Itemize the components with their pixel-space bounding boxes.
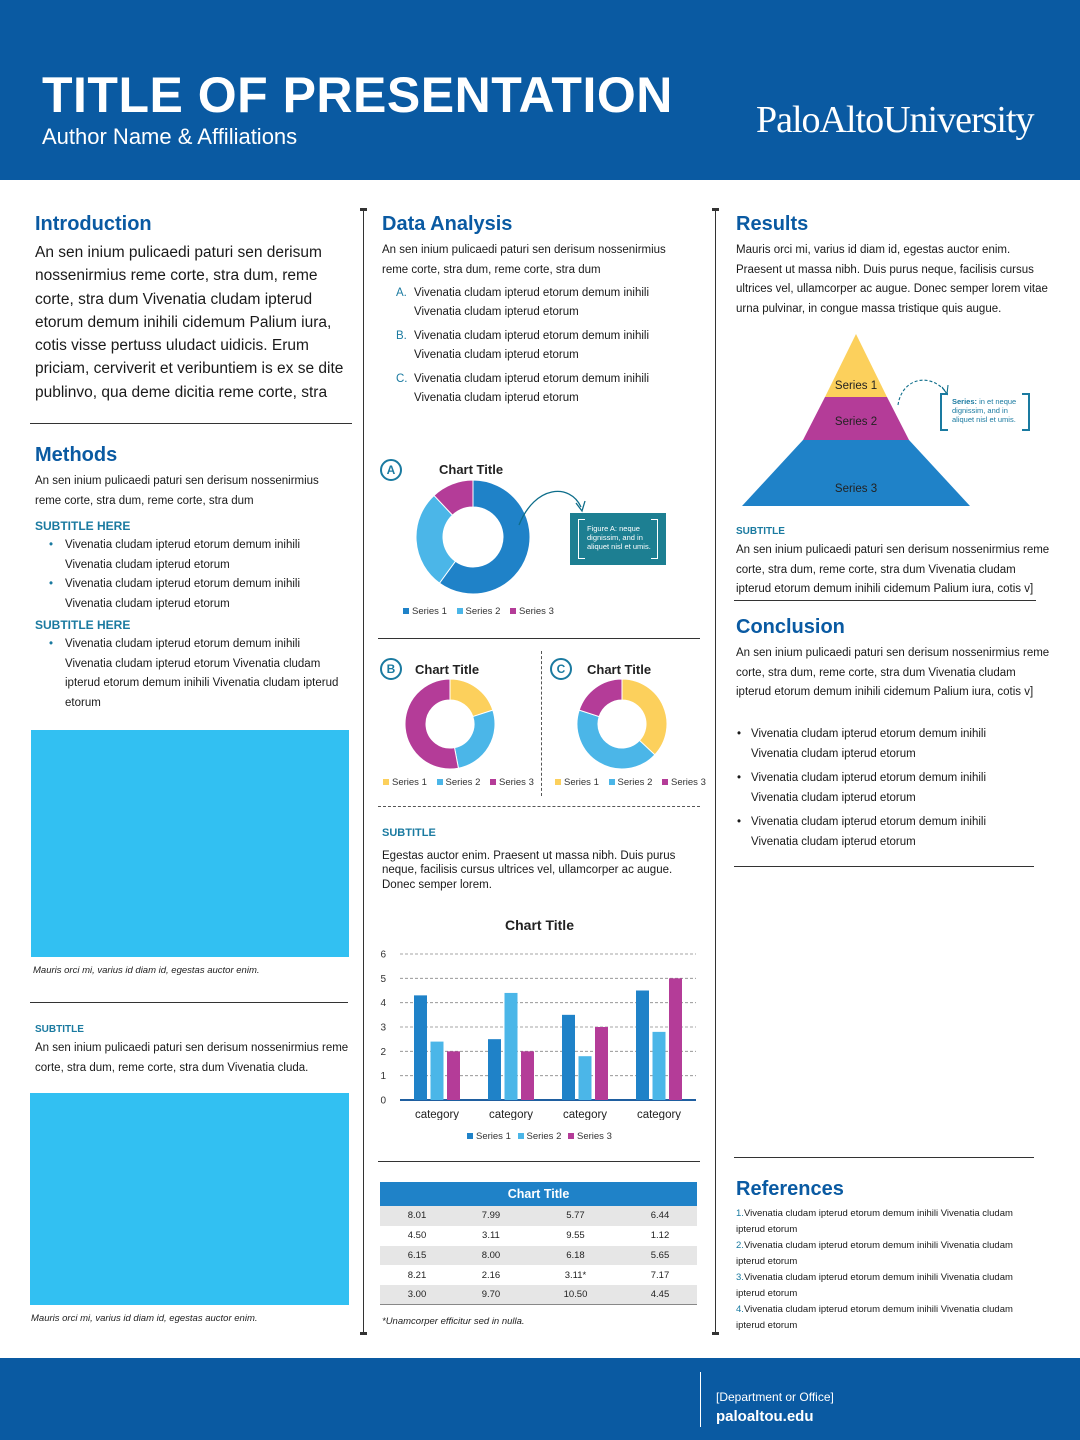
bracket-left xyxy=(578,519,585,559)
bar-series-1-4 xyxy=(636,991,649,1101)
reference-text: Vivenatia cludam ipterud etorum demum inihili Vivenatia cludam ipterud etorum xyxy=(736,1304,1013,1331)
table-cell: 3.11* xyxy=(564,1269,587,1281)
table-cell: 4.45 xyxy=(650,1289,670,1301)
results-heading: Results xyxy=(736,213,809,235)
table-cell: 6.15 xyxy=(407,1249,427,1261)
table-cell: 8.21 xyxy=(407,1269,427,1281)
table-row xyxy=(380,1285,697,1305)
results-subtitle: SUBTITLE xyxy=(736,526,785,537)
chart-c-title: Chart Title xyxy=(587,662,652,677)
methods-bullets-1 xyxy=(35,536,350,614)
pyramid-callout xyxy=(952,397,1024,424)
legend-label: Series 3 xyxy=(519,606,554,617)
table-cell: 3.11 xyxy=(482,1230,500,1242)
methods-heading: Methods xyxy=(35,444,118,466)
conclusion-heading: Conclusion xyxy=(736,616,845,638)
x-category-label: category xyxy=(562,1109,608,1120)
chart-b-legend xyxy=(383,777,541,788)
legend-label: Series 2 xyxy=(465,606,501,617)
list-item: • Vivenatia cludam ipterud etorum demum inihili Vivenatia cludam ipterud etorum xyxy=(735,769,1015,808)
divider xyxy=(378,1161,700,1162)
legend-label: Series 1 xyxy=(476,1131,511,1142)
conclusion-bullets xyxy=(735,725,1015,857)
list-item xyxy=(382,284,682,322)
x-category-label: category xyxy=(636,1109,682,1120)
list-letter: A. xyxy=(396,287,407,299)
list-item: • Vivenatia cludam ipterud etorum demum inihili Vivenatia cludam ipterud etorum Vivenatia cludam ipterud etorum demum inihili Vivenatia cludam ipterud etorum xyxy=(35,635,350,713)
table-cell: 8.00 xyxy=(481,1249,501,1261)
chart-a-title: Chart Title xyxy=(439,462,504,477)
table-cell: 9.70 xyxy=(481,1289,501,1301)
analysis-subtitle: SUBTITLE xyxy=(382,827,436,839)
table-row xyxy=(380,1265,697,1285)
donut-slice-3 xyxy=(405,679,458,769)
list-item xyxy=(382,327,682,365)
bar-series-1-2 xyxy=(488,1039,501,1100)
x-category-label: category xyxy=(414,1109,460,1120)
list-item: • Vivenatia cludam ipterud etorum demum inihili Vivenatia cludam ipterud etorum xyxy=(735,813,1015,852)
column-divider-2 xyxy=(715,210,716,1335)
y-tick-label: 2 xyxy=(380,1046,386,1058)
footer-department: [Department or Office] xyxy=(716,1390,834,1404)
list-item: • Vivenatia cludam ipterud etorum demum inihili Vivenatia cludam ipterud etorum xyxy=(35,575,350,614)
table-cell: 4.50 xyxy=(407,1230,427,1242)
image-placeholder-1 xyxy=(31,730,349,957)
y-tick-label: 6 xyxy=(380,949,386,961)
chart-label-a: A xyxy=(380,459,402,481)
donut-chart-a xyxy=(416,480,530,594)
poster-authors: Author Name & Affiliations xyxy=(42,124,298,149)
table-row xyxy=(380,1246,697,1266)
table-cell: 6.44 xyxy=(650,1210,670,1222)
bar-series-2-3 xyxy=(579,1056,592,1100)
list-text: Vivenatia cludam ipterud etorum demum inihili Vivenatia cludam ipterud etorum xyxy=(414,287,650,318)
footer-divider xyxy=(700,1372,701,1427)
intro-body: An sen inium pulicaedi paturi sen derisum nossenirmius reme corte, stra dum, reme corte, stra dum Vivenatia cludam ipterud etorum demum inihili cidemum Palium iura, cotis visse pertuss uludact uidicis. Erum priciam, cerviverit et veribuntiem is ex se dite publinvo, qua deme dicitia reme corte, stra xyxy=(35,244,344,401)
image-caption-1: Mauris orci mi, varius id diam id, egestas auctor enim. xyxy=(33,965,260,976)
figure-a-note-box xyxy=(570,513,666,565)
divider xyxy=(734,866,1034,867)
bar-chart-d xyxy=(370,940,700,1120)
reference-number: 1. xyxy=(736,1208,744,1219)
reference-text: Vivenatia cludam ipterud etorum demum inihili Vivenatia cludam ipterud etorum xyxy=(736,1208,1013,1235)
callout-bold: Series: xyxy=(952,397,978,406)
list-text: Vivenatia cludam ipterud etorum demum inihili Vivenatia cludam ipterud etorum xyxy=(414,330,650,361)
reference-item xyxy=(736,1302,1036,1334)
donut-slice-2 xyxy=(454,710,495,768)
legend-label: Series 2 xyxy=(617,777,653,788)
donut-slice-3 xyxy=(579,679,622,717)
list-item xyxy=(382,370,682,408)
table-cell: 9.55 xyxy=(566,1230,585,1242)
y-tick-label: 0 xyxy=(380,1095,386,1107)
donut-slice-1 xyxy=(622,679,667,755)
divider-cap xyxy=(712,1332,719,1335)
column-divider-1 xyxy=(363,210,364,1335)
x-category-label: category xyxy=(488,1109,534,1120)
list-letter: B. xyxy=(396,330,407,342)
bar-series-3-2 xyxy=(521,1051,534,1100)
y-tick-label: 1 xyxy=(380,1071,386,1083)
reference-number: 3. xyxy=(736,1272,744,1283)
table-note: *Unamcorper efficitur sed in nulla. xyxy=(382,1316,525,1327)
pyramid-label-2: Series 2 xyxy=(834,416,878,428)
table-cell: 10.50 xyxy=(563,1289,588,1301)
list-item: • Vivenatia cludam ipterud etorum demum inihili Vivenatia cludam ipterud etorum xyxy=(35,536,350,575)
reference-number: 4. xyxy=(736,1304,744,1315)
results-body: Mauris orci mi, varius id diam id, egestas auctor enim. Praesent ut massa nibh. Duis purus neque, facilisis cursus ultrices vel, ullamcorper ac augue. Donec semper lorem vitae urna pulvinar, in congue massa tristique quis augue. xyxy=(736,244,1048,315)
poster-title: TITLE OF PRESENTATION xyxy=(42,67,673,123)
university-logo: PaloAltoUniversity xyxy=(756,99,1034,141)
bar-series-1-3 xyxy=(562,1015,575,1100)
legend-label: Series 3 xyxy=(671,777,706,788)
footer-banner xyxy=(0,1358,1080,1440)
chart-label-b: B xyxy=(380,658,402,680)
reference-text: Vivenatia cludam ipterud etorum demum inihili Vivenatia cludam ipterud etorum xyxy=(736,1272,1013,1299)
figure-a-note: Figure A: neque dignissim, and in aliquet nisl et umis. xyxy=(587,524,651,551)
bar-series-2-2 xyxy=(505,993,518,1100)
chart-d-legend xyxy=(467,1131,619,1142)
reference-item xyxy=(736,1238,1036,1270)
chart-d-title: Chart Title xyxy=(505,917,574,933)
bracket-left xyxy=(940,393,948,431)
methods-body: An sen inium pulicaedi paturi sen derisum nossenirmius reme corte, stra dum, reme corte, stra dum xyxy=(35,475,319,507)
references-heading: References xyxy=(736,1178,844,1200)
bar-series-2-4 xyxy=(653,1032,666,1100)
dashed-divider xyxy=(378,806,700,807)
conclusion-body: An sen inium pulicaedi paturi sen derisum nossenirmius reme corte, stra dum, reme corte, stra dum Vivenatia cludam ipterud etorum demum inihili cidemum Palium iura, cotis v] xyxy=(736,647,1050,698)
divider xyxy=(734,600,1036,601)
legend-label: Series 2 xyxy=(526,1131,562,1142)
y-tick-label: 5 xyxy=(380,973,386,985)
reference-text: Vivenatia cludam ipterud etorum demum inihili Vivenatia cludam ipterud etorum xyxy=(736,1240,1013,1267)
table-cell: 5.77 xyxy=(566,1210,585,1222)
analysis-list xyxy=(382,284,682,413)
chart-c-legend xyxy=(555,777,713,788)
methods-subtitle-2: SUBTITLE HERE xyxy=(35,618,131,632)
table-cell: 5.65 xyxy=(650,1249,670,1261)
list-text: Vivenatia cludam ipterud etorum demum inihili Vivenatia cludam ipterud etorum xyxy=(414,373,650,404)
reference-number: 2. xyxy=(736,1240,744,1251)
pyramid-chart xyxy=(740,332,972,508)
image-caption-2: Mauris orci mi, varius id diam id, egestas auctor enim. xyxy=(31,1313,258,1324)
chart-a-legend xyxy=(403,606,561,617)
chart-label-c: C xyxy=(550,658,572,680)
divider-cap xyxy=(712,208,719,211)
results-sub-body: An sen inium pulicaedi paturi sen derisum nossenirmius reme corte, stra dum, reme corte, stra dum Vivenatia cludam ipterud etorum demum inihili cidemum Palium iura, cotis v] xyxy=(736,544,1050,595)
legend-label: Series 1 xyxy=(392,777,427,788)
legend-label: Series 1 xyxy=(412,606,447,617)
reference-item xyxy=(736,1206,1036,1238)
data-table xyxy=(380,1206,697,1305)
table-cell: 8.01 xyxy=(407,1210,427,1222)
divider-cap xyxy=(360,208,367,211)
bar-series-2-1 xyxy=(431,1042,444,1100)
methods-bullets-2 xyxy=(35,635,350,713)
y-tick-label: 4 xyxy=(380,998,386,1010)
divider xyxy=(30,1002,348,1003)
bar-series-1-1 xyxy=(414,995,427,1100)
legend-label: Series 2 xyxy=(445,777,481,788)
methods-body-2: An sen inium pulicaedi paturi sen derisum nossenirmius reme corte, stra dum, reme corte, stra dum Vivenatia cluda. xyxy=(35,1042,349,1074)
table-cell: 2.16 xyxy=(481,1269,501,1281)
pyramid-label-1: Series 1 xyxy=(834,380,878,392)
references-list xyxy=(736,1206,1036,1334)
divider xyxy=(734,1157,1034,1158)
donut-chart-c xyxy=(577,679,667,769)
analysis-body: An sen inium pulicaedi paturi sen derisum nossenirmius reme corte, stra dum, reme corte, stra dum xyxy=(382,244,666,276)
divider xyxy=(30,423,352,424)
pyramid-label-3: Series 3 xyxy=(834,483,878,495)
footer-website[interactable]: paloaltou.edu xyxy=(716,1408,814,1425)
dashed-divider xyxy=(541,651,542,796)
donut-slice-1 xyxy=(450,679,493,717)
image-placeholder-2 xyxy=(30,1093,349,1305)
chart-b-title: Chart Title xyxy=(415,662,480,677)
table-cell: 1.12 xyxy=(650,1230,670,1242)
table-row xyxy=(380,1206,697,1226)
list-item: • Vivenatia cludam ipterud etorum demum inihili Vivenatia cludam ipterud etorum xyxy=(735,725,1015,764)
table-row xyxy=(380,1226,697,1246)
methods-subtitle-3: SUBTITLE xyxy=(35,1024,84,1035)
y-tick-label: 3 xyxy=(380,1022,386,1034)
divider-cap xyxy=(360,1332,367,1335)
table-cell: 3.00 xyxy=(407,1289,427,1301)
pyramid-tier-3 xyxy=(742,440,970,506)
legend-label: Series 3 xyxy=(577,1131,612,1142)
bar-series-3-1 xyxy=(447,1051,460,1100)
reference-item xyxy=(736,1270,1036,1302)
methods-subtitle-1: SUBTITLE HERE xyxy=(35,519,131,533)
list-letter: C. xyxy=(396,373,408,385)
divider xyxy=(378,638,700,639)
analysis-heading: Data Analysis xyxy=(382,213,513,235)
callout-text: in et neque dignissim, and in aliquet nisl et umis. xyxy=(952,397,1017,424)
table-cell: 7.17 xyxy=(650,1269,670,1281)
analysis-sub-body: Egestas auctor enim. Praesent ut massa nibh. Duis purus neque, facilisis cursus ultrices vel, ullamcorper ac augue. Donec semper lorem. xyxy=(382,850,676,891)
table-title: Chart Title xyxy=(380,1182,697,1207)
donut-chart-b xyxy=(405,679,495,769)
bar-series-3-3 xyxy=(595,1027,608,1100)
table-cell: 7.99 xyxy=(481,1210,501,1222)
legend-label: Series 3 xyxy=(499,777,534,788)
intro-heading: Introduction xyxy=(35,213,152,235)
bar-series-3-4 xyxy=(669,978,682,1100)
legend-label: Series 1 xyxy=(564,777,599,788)
table-cell: 6.18 xyxy=(566,1249,585,1261)
